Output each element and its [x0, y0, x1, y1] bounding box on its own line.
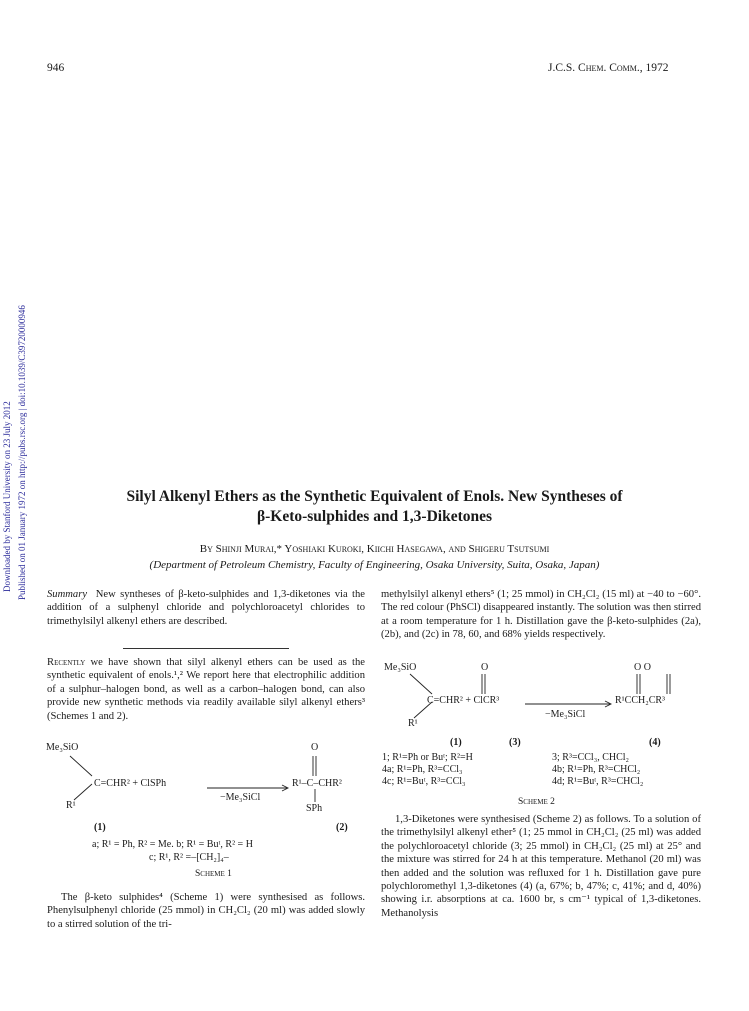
scheme2-row1-right: 3; R³=CCl₃, CHCl₂ [552, 752, 630, 763]
left-bottom-text: The β-keto sulphides⁴ (Scheme 1) were synthesised as follows. Phenylsulphenyl chloride (25 mmol) in CH₂Cl₂ (20 ml) was added slowly to a stirred solution of the tri- [47, 892, 365, 930]
scheme2-label-3: (3) [509, 737, 521, 748]
scheme2-row1-left: 1; R¹=Ph or Buᵗ; R²=H [382, 752, 473, 763]
article-title-line2: β-Keto-sulphides and 1,3-Diketones [256, 508, 493, 525]
scheme2-label-1: (1) [450, 737, 462, 748]
scheme1-variants-ab: a; R¹ = Ph, R² = Me. b; R¹ = Buᵗ, R² = H [92, 839, 253, 850]
scheme2-row2-left: 4a; R¹=Ph, R³=CCl₃ [382, 764, 463, 775]
scheme2-oxygen: O [481, 662, 489, 673]
article-title-line1: Silyl Alkenyl Ethers as the Synthetic Equivalent of Enols. New Syntheses of [126, 488, 623, 505]
scheme1-reagent: −Me₃SiCl [220, 792, 261, 803]
summary-block [47, 588, 365, 628]
scheme2-row2-right: 4b; R¹=Ph, R³=CHCl₂ [552, 764, 641, 775]
scheme2-row3-right: 4d; R¹=Buᵗ, R³=CHCl₂ [552, 776, 644, 787]
scheme2-caption: Scheme 2 [518, 797, 555, 807]
download-line: Downloaded by Stanford University on 23 July 2012 [2, 401, 12, 592]
scheme1-oxygen: O [311, 742, 319, 753]
journal-header: J.C.S. Chem. Comm., 1972 [548, 62, 669, 74]
intro-lead: Recently [47, 657, 86, 668]
scheme1-product: R¹–C–CHR² [292, 778, 342, 789]
affiliation: (Department of Petroleum Chemistry, Faculty of Engineering, Osaka University, Suita, Osaka, Japan) [149, 559, 600, 571]
page-number: 946 [47, 62, 65, 74]
right-bottom-text: 1,3-Diketones were synthesised (Scheme 2) as follows. To a solution of the trimethylsilyl alkenyl ether⁵ (1; 25 mmol in CH₂Cl₂ (25 ml) was added the polychloroacetyl chloride (3; 25 mmol) in CH₂Cl₂ (25 ml) at 25° and the mixture was stirred for 24 h at this temperature. Methanol (20 ml) was then added and the solution was refluxed for 1 h. Distillation gave pure polychloromethyl 1,3-diketones (4) (a, 67%; b, 47%; c, 41%; and d, 40%) showing i.r. absorptions at ca. 1600 br, s cm⁻¹ typical of 1,3-diketones. Methanolysis [381, 814, 701, 919]
summary-divider [123, 648, 289, 649]
scheme2-r1: R¹ [408, 718, 418, 729]
summary-label: Summary [47, 589, 88, 600]
right-top-paragraph [381, 588, 701, 642]
intro-paragraph [47, 656, 365, 723]
scheme2-product-oxygens: O O [634, 662, 651, 673]
scheme1-variants-c: c; R¹, R² =–[CH₂]₄– [149, 852, 229, 863]
doi-line[interactable]: Published on 01 January 1972 on http://pubs.rsc.org | doi:10.1039/C39720000946 [17, 305, 27, 600]
scheme1-reactants: C=CHR² + ClSPh [94, 778, 167, 789]
scheme1-silyloxy: Me₃SiO [46, 742, 79, 753]
scheme1-sph: SPh [306, 803, 323, 814]
scheme2-row3-left: 4c; R¹=Buᵗ, R³=CCl₃ [382, 776, 466, 787]
summary-text: New syntheses of β-keto-sulphides and 1,3-diketones via the addition of a sulphenyl chloride and polychloroacetyl chlorides to trimethylsilyl alkenyl ethers are described. [47, 589, 366, 627]
left-bottom-paragraph [47, 891, 365, 931]
scheme2-label-4: (4) [649, 737, 661, 748]
scheme2-reagent: −Me₃SiCl [545, 709, 586, 720]
authors: By Shinji Murai,* Yoshiaki Kuroki, Kiichi Hasegawa, and Shigeru Tsutsumi [199, 543, 550, 555]
scheme2-silyloxy: Me₃SiO [384, 662, 417, 673]
scheme-1 [40, 742, 370, 884]
scheme1-caption: Scheme 1 [195, 869, 232, 879]
scheme2-reactants: C=CHR² + ClCR³ [427, 695, 500, 706]
scheme1-label-1: (1) [94, 822, 106, 833]
scheme-2 [380, 660, 710, 787]
scheme1-r1: R¹ [66, 800, 76, 811]
right-top-text: methylsilyl alkenyl ethers⁵ (1; 25 mmol) in CH₂Cl₂ (15 ml) at −40 to −60°. The red colour (PhSCl) disappeared instantly. The solution was then stirred at a room temperature for 1 h. Distillation gave the β-keto-sulphides (2a), (2b), and (2c) in 78, 60, and 68% yields respectively. [381, 589, 701, 641]
scheme1-label-2: (2) [336, 822, 348, 833]
right-bottom-paragraph [381, 813, 701, 920]
scheme2-product: R¹CCH₂CR³ [615, 695, 666, 706]
intro-text: we have shown that silyl alkenyl ethers can be used as the synthetic equivalent of enols.¹,² We report here that electrophilic addition of a sulphur–halogen bond, as well as a carbon–halogen bond, can also provide new synthetic methods via readily available silyl alkenyl ethers³ (Schemes 1 and 2). [47, 657, 365, 722]
